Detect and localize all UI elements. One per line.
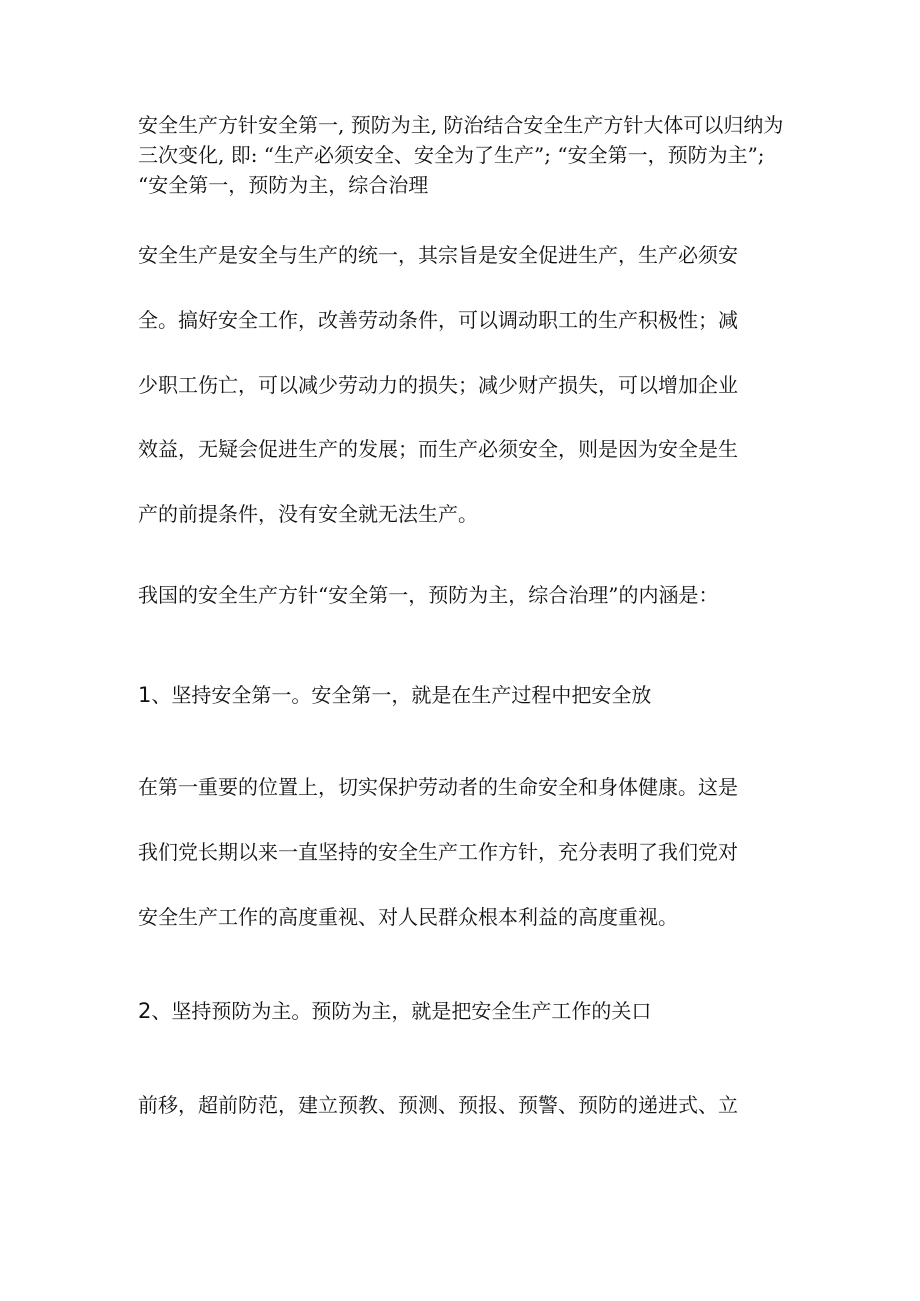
intro-paragraph: 安全生产方针安全第一, 预防为主, 防治结合安全生产方针大体可以归纳为三次变化, 即: “生产必须安全、安全为了生产”; “安全第一，预防为主”; “安全第一，预防为主，综合治理 xyxy=(138,113,784,197)
paragraph-1-line-5: 产的前提条件，没有安全就无法生产。 xyxy=(138,502,478,526)
paragraph-1-line-1: 安全生产是安全与生产的统一，其宗旨是安全促进生产，生产必须安 xyxy=(138,243,738,267)
item-1-line-1: 在第一重要的位置上，切实保护劳动者的生命安全和身体健康。这是 xyxy=(138,775,738,799)
paragraph-1-line-4: 效益，无疑会促进生产的发展；而生产必须安全，则是因为安全是生 xyxy=(138,437,738,461)
paragraph-2: 我国的安全生产方针“安全第一，预防为主，综合治理”的内涵是： xyxy=(138,583,719,607)
item-1-line-3: 安全生产工作的高度重视、对人民群众根本利益的高度重视。 xyxy=(138,905,678,929)
item-2-heading xyxy=(138,997,798,1025)
item-1-heading xyxy=(138,681,798,709)
item-2-heading-text: 、坚持预防为主。预防为主，就是把安全生产工作的关口 xyxy=(151,999,652,1023)
item-1-heading-text: 、坚持安全第一。安全第一，就是在生产过程中把安全放 xyxy=(151,683,652,707)
item-1-number: 1 xyxy=(138,683,152,707)
paragraph-1-line-3: 少职工伤亡，可以减少劳动力的损失；减少财产损失，可以增加企业 xyxy=(138,373,738,397)
item-2-line-1: 前移，超前防范，建立预教、预测、预报、预警、预防的递进式、立 xyxy=(138,1093,738,1117)
paragraph-1-line-2: 全。搞好安全工作，改善劳动条件，可以调动职工的生产积极性；减 xyxy=(138,308,738,332)
item-2-number: 2 xyxy=(138,999,152,1023)
item-1-line-2: 我们党长期以来一直坚持的安全生产工作方针，充分表明了我们党对 xyxy=(138,840,738,864)
